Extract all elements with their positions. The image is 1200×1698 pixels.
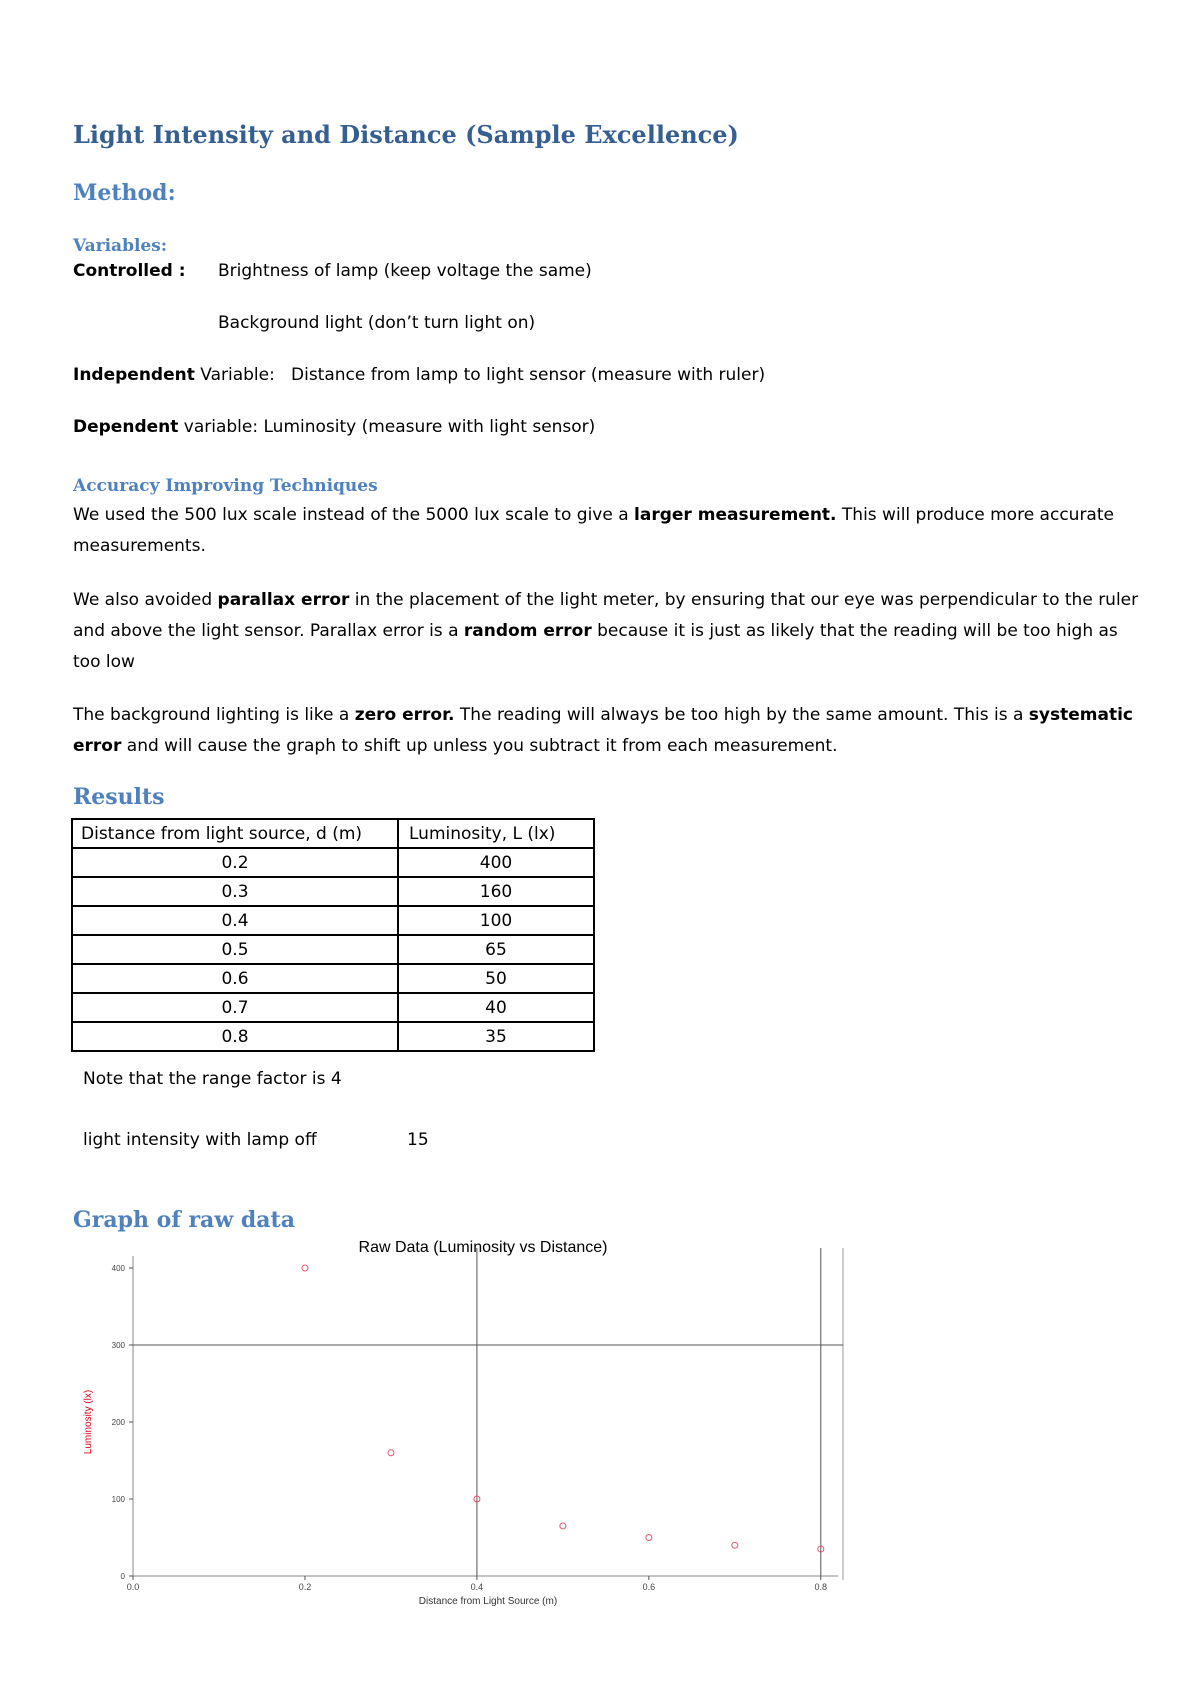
table-row: 0.2 400 [72, 848, 594, 877]
controlled-label: Controlled : [73, 261, 186, 281]
column-header: Distance from light source, d (m) [72, 819, 398, 848]
lamp-off-label: light intensity with lamp off [83, 1130, 317, 1150]
dependent-label: Dependent [73, 417, 179, 437]
y-axis-label: Luminosity (lx) [83, 1389, 94, 1455]
range-note: Note that the range factor is 4 [83, 1069, 342, 1089]
controlled-item: Background light (don’t turn light on) [218, 313, 536, 333]
method-heading: Method: [73, 180, 176, 206]
raw-data-chart [73, 1240, 853, 1620]
independent-suffix: Variable: [194, 365, 275, 385]
x-tick-label: 0.6 [642, 1582, 656, 1592]
controlled-row [73, 256, 186, 286]
page-title: Light Intensity and Distance (Sample Excellence) [73, 120, 739, 149]
controlled-item: Brightness of lamp (keep voltage the same) [218, 261, 592, 281]
x-tick-label: 0.4 [470, 1582, 484, 1592]
x-tick-label: 0.2 [298, 1582, 312, 1592]
table-row: 0.4 100 [72, 906, 594, 935]
dependent-rest: variable: Luminosity (measure with light sensor) [178, 417, 596, 437]
y-tick-label: 0 [120, 1572, 125, 1581]
y-tick-label: 100 [111, 1495, 125, 1504]
table-row: 0.3 160 [72, 877, 594, 906]
data-point [646, 1535, 652, 1541]
table-row: 0.5 65 [72, 935, 594, 964]
independent-label: Independent [73, 365, 195, 385]
table-row: 0.7 40 [72, 993, 594, 1022]
dependent-row [73, 412, 595, 442]
table-row: 0.6 50 [72, 964, 594, 993]
data-point [732, 1542, 738, 1548]
independent-row [73, 360, 275, 390]
paragraph-zero-error: The background lighting is like a zero error. The reading will always be too high by the same amount. This is a systematic error and will cause the graph to shift up unless you subtract it from each measurement. [73, 705, 1133, 756]
variables-heading: Variables: [73, 236, 168, 256]
lamp-off-value: 15 [407, 1130, 429, 1150]
paragraph-scale: We used the 500 lux scale instead of the 5000 lux scale to give a larger measurement. This will produce more accurate measurements. [73, 505, 1114, 556]
data-point [560, 1523, 566, 1529]
y-tick-label: 200 [111, 1418, 125, 1427]
results-table [71, 818, 595, 1052]
data-point [388, 1450, 394, 1456]
x-tick-label: 0.0 [126, 1582, 140, 1592]
graph-heading: Graph of raw data [73, 1207, 295, 1233]
independent-value: Distance from lamp to light sensor (measure with ruler) [291, 365, 766, 385]
column-header: Luminosity, L (lx) [398, 819, 594, 848]
y-tick-label: 400 [111, 1264, 125, 1273]
chart-title: Raw Data (Luminosity vs Distance) [358, 1240, 608, 1256]
data-point [302, 1265, 308, 1271]
accuracy-heading: Accuracy Improving Techniques [73, 476, 378, 496]
x-axis-label: Distance from Light Source (m) [418, 1596, 558, 1607]
y-tick-label: 300 [111, 1341, 125, 1350]
results-heading: Results [73, 784, 165, 810]
table-header-row [72, 819, 594, 848]
paragraph-parallax: We also avoided parallax error in the placement of the light meter, by ensuring that our eye was perpendicular to the ruler and above the light sensor. Parallax error is a random error because it is just as likely that the reading will be too high as too low [73, 590, 1139, 672]
x-tick-label: 0.8 [814, 1582, 828, 1592]
table-row: 0.8 35 [72, 1022, 594, 1051]
